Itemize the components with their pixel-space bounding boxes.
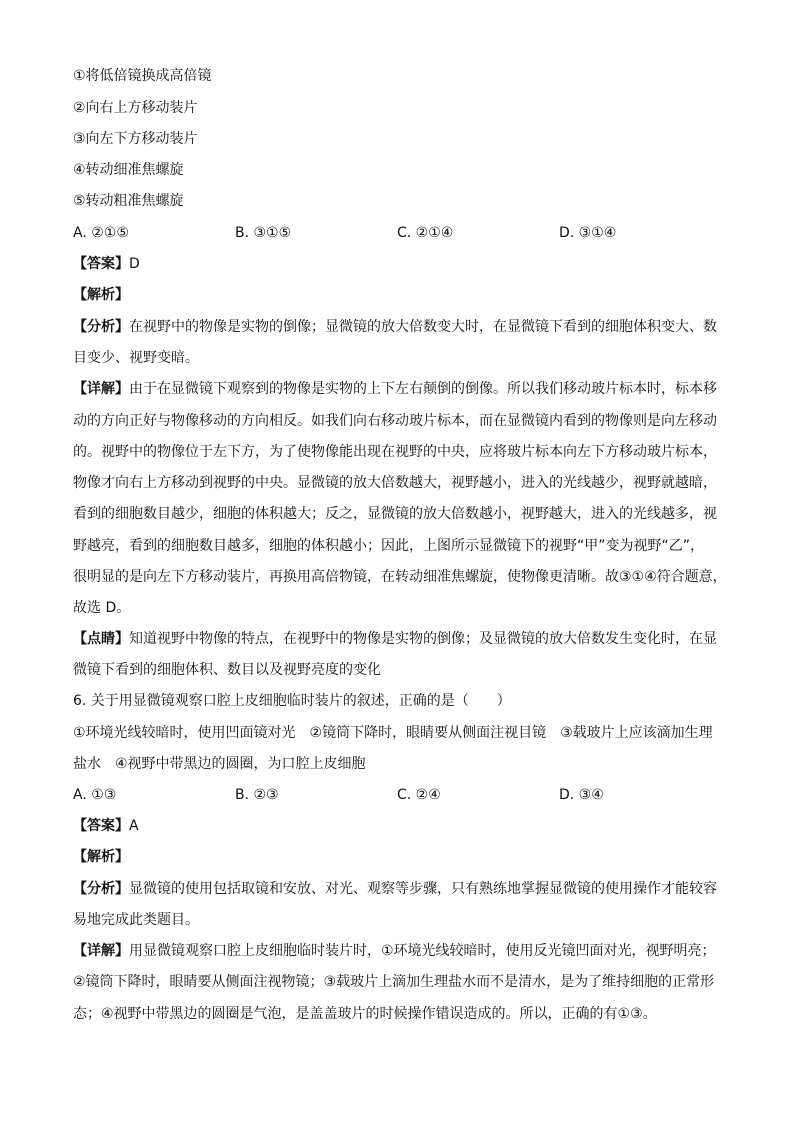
q6-fenxi-text-1: 显微镜的使用包括取镜和安放、对光、观察等步骤，只有熟练地掌握显微镜的使用操作才能较容	[129, 881, 717, 897]
q6-answer-label: 【答案】	[73, 818, 129, 834]
q5-fenxi-label: 【分析】	[73, 319, 129, 335]
q5-fenxi-line-1	[73, 317, 723, 337]
q6-detail-label: 【详解】	[73, 943, 129, 959]
q5-detail-line-7: 很明显的是向左下方移动装片，再换用高倍物镜，在转动细准焦螺旋，使物像更清晰。故③①④符合题意，	[73, 569, 727, 585]
q5-fenxi-text-1: 在视野中的物像是实物的倒像；显微镜的放大倍数变大时，在显微镜下看到的细胞体积变大、数	[129, 319, 717, 335]
q5-detail-line-2: 动的方向正好与物像移动的方向相反。如我们向右移动玻片标本，而在显微镜内看到的物像则是向左移动	[73, 413, 717, 429]
q6-statement-line-2: 盐水 ④视野中带黑边的圆圈，为口腔上皮细胞	[73, 756, 366, 772]
q5-option-b: B. ③①⑤	[235, 225, 292, 241]
q6-stem: 6. 关于用显微镜观察口腔上皮细胞临时装片的叙述，正确的是（ ）	[73, 693, 511, 709]
q6-fenxi-line-2: 易地完成此类题目。	[73, 912, 199, 928]
q5-step-5: ⑤转动粗准焦螺旋	[73, 193, 184, 209]
q5-comment-line-2: 微镜下看到的细胞体积、数目以及视野亮度的变化	[73, 662, 381, 678]
q6-answer-value: A	[129, 818, 139, 834]
q6-option-a: A. ①③	[73, 787, 117, 803]
q6-fenxi-line-1	[73, 879, 723, 899]
q5-detail-line-4: 物像才向右上方移动到视野的中央。显微镜的放大倍数越大，视野越小，进入的光线越少，视野就越暗，	[73, 475, 717, 491]
q5-step-1: ①将低倍镜换成高倍镜	[73, 68, 212, 84]
q6-option-b: B. ②③	[235, 787, 279, 803]
q6-detail-text-1: 用显微镜观察口腔上皮细胞临时装片时，①环境光线较暗时，使用反光镜凹面对光，视野明亮；	[129, 943, 716, 959]
q5-detail-line-8: 故选 D。	[73, 600, 131, 616]
q5-detail-label: 【详解】	[73, 381, 129, 397]
q5-detail-line-1	[73, 379, 723, 399]
q6-detail-line-1	[73, 941, 723, 961]
q5-option-c: C. ②①④	[397, 225, 454, 241]
q5-answer	[73, 254, 723, 274]
q5-analysis-label: 【解析】	[73, 287, 129, 303]
q5-options	[73, 223, 723, 243]
q5-detail-line-5: 看到的细胞数目越少，细胞的体积越大；反之，显微镜的放大倍数越小，视野越大，进入的光线越多，视	[73, 506, 717, 522]
q6-statement-line-1: ①环境光线较暗时，使用凹面镜对光 ②镜筒下降时，眼睛要从侧面注视目镜 ③载玻片上应该滴加生理	[73, 725, 713, 741]
q6-option-d: D. ③④	[559, 787, 604, 803]
q6-option-c: C. ②④	[397, 787, 441, 803]
q5-comment-line-1	[73, 629, 723, 649]
q6-answer	[73, 816, 723, 836]
q5-option-a: A. ②①⑤	[73, 225, 129, 241]
q5-option-d: D. ③①④	[559, 225, 617, 241]
q5-detail-line-3: 的。视野中的物像位于左下方，为了使物像能出现在视野的中央，应将玻片标本向左下方移动玻片标本，	[73, 444, 717, 460]
q5-step-3: ③向左下方移动装片	[73, 131, 198, 147]
q6-analysis-label: 【解析】	[73, 849, 129, 865]
q6-detail-line-3: 态；④视野中带黑边的圆圈是气泡，是盖盖玻片的时候操作错误造成的。所以，正确的有①③。	[73, 1006, 657, 1022]
q5-step-2: ②向右上方移动装片	[73, 100, 198, 116]
q5-detail-text-1: 由于在显微镜下观察到的物像是实物的上下左右颠倒的倒像。所以我们移动玻片标本时，标本移	[129, 381, 717, 397]
q5-fenxi-line-2: 目变少、视野变暗。	[73, 350, 199, 366]
q5-detail-line-6: 野越亮，看到的细胞数目越多，细胞的体积越小；因此，上图所示显微镜下的视野“甲”变为视野“乙”，	[73, 538, 705, 554]
q6-fenxi-label: 【分析】	[73, 881, 129, 897]
q5-answer-label: 【答案】	[73, 256, 129, 272]
q5-comment-label: 【点睛】	[73, 631, 129, 647]
q6-detail-line-2: ②镜筒下降时，眼睛要从侧面注视物镜；③载玻片上滴加生理盐水而不是清水，是为了维持细胞的正常形	[73, 974, 715, 990]
q5-answer-value: D	[129, 256, 140, 272]
q5-comment-text-1: 知道视野中物像的特点，在视野中的物像是实物的倒像；及显微镜的放大倍数发生变化时，在显	[129, 631, 717, 647]
q6-options	[73, 785, 723, 805]
q5-step-4: ④转动细准焦螺旋	[73, 162, 184, 178]
